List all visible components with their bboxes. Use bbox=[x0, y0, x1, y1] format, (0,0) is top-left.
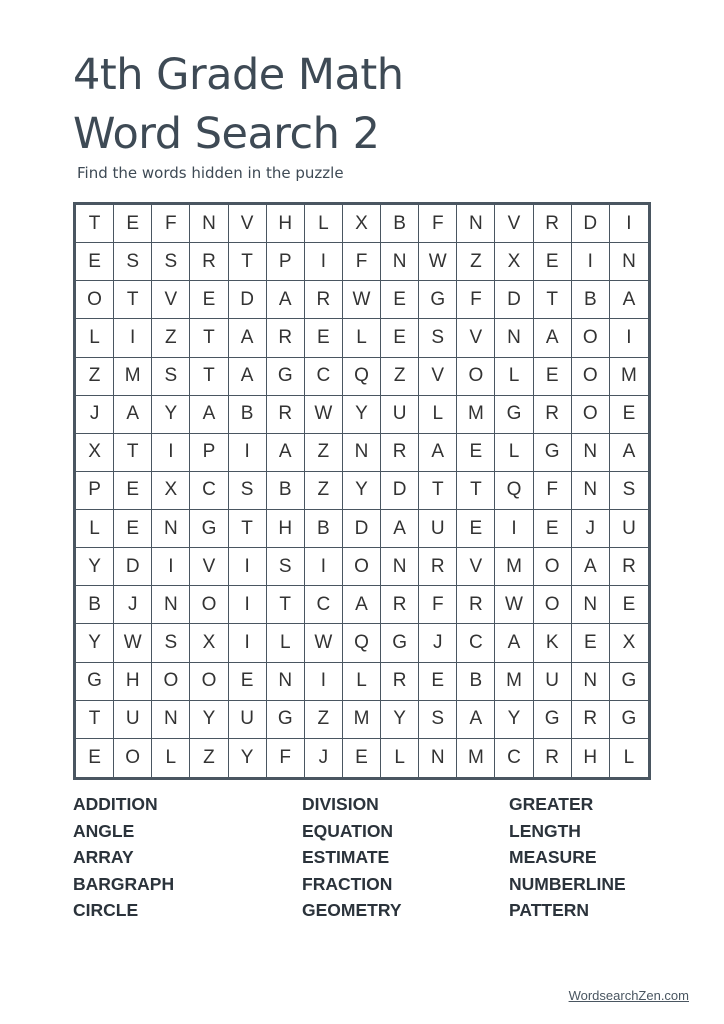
grid-cell: W bbox=[305, 624, 343, 662]
word-list-item: GREATER bbox=[509, 794, 594, 814]
grid-cell: N bbox=[457, 205, 495, 243]
grid-cell: O bbox=[534, 586, 572, 624]
word-list-item: DIVISION bbox=[302, 794, 379, 814]
grid-cell: Z bbox=[381, 358, 419, 396]
word-list-item: CIRCLE bbox=[73, 900, 139, 920]
word-list-item: NUMBERLINE bbox=[509, 873, 626, 894]
grid-cell: D bbox=[572, 205, 610, 243]
grid-cell: U bbox=[419, 510, 457, 548]
grid-cell: D bbox=[381, 472, 419, 510]
word-search-grid bbox=[73, 202, 651, 780]
grid-cell: S bbox=[152, 358, 190, 396]
grid-cell: T bbox=[534, 281, 572, 319]
grid-cell: G bbox=[76, 663, 114, 701]
grid-cell: Z bbox=[152, 319, 190, 357]
grid-cell: L bbox=[152, 739, 190, 777]
grid-cell: A bbox=[381, 510, 419, 548]
grid-cell: O bbox=[190, 663, 228, 701]
grid-cell: D bbox=[343, 510, 381, 548]
grid-cell: Z bbox=[305, 472, 343, 510]
instructions-text: Find the words hidden in the puzzle bbox=[77, 164, 344, 182]
grid-cell: M bbox=[495, 663, 533, 701]
grid-cell: G bbox=[267, 701, 305, 739]
grid-cell: F bbox=[419, 586, 457, 624]
grid-cell: E bbox=[76, 739, 114, 777]
grid-cell: L bbox=[267, 624, 305, 662]
grid-cell: O bbox=[190, 586, 228, 624]
grid-cell: M bbox=[610, 358, 648, 396]
grid-cell: T bbox=[114, 281, 152, 319]
grid-cell: Y bbox=[152, 396, 190, 434]
grid-cell: B bbox=[457, 663, 495, 701]
grid-cell: G bbox=[381, 624, 419, 662]
grid-cell: Y bbox=[229, 739, 267, 777]
grid-cell: J bbox=[114, 586, 152, 624]
grid-cell: E bbox=[305, 319, 343, 357]
grid-cell: X bbox=[76, 434, 114, 472]
grid-cell: R bbox=[572, 701, 610, 739]
grid-cell: V bbox=[229, 205, 267, 243]
grid-cell: V bbox=[457, 319, 495, 357]
grid-cell: U bbox=[114, 701, 152, 739]
grid-cell: I bbox=[152, 548, 190, 586]
grid-cell: C bbox=[305, 358, 343, 396]
grid-cell: Y bbox=[76, 548, 114, 586]
grid-cell: G bbox=[495, 396, 533, 434]
grid-cell: Z bbox=[190, 739, 228, 777]
grid-cell: U bbox=[610, 510, 648, 548]
grid-cell: A bbox=[229, 319, 267, 357]
grid-cell: B bbox=[267, 472, 305, 510]
grid-cell: V bbox=[190, 548, 228, 586]
grid-cell: S bbox=[419, 701, 457, 739]
grid-cell: S bbox=[610, 472, 648, 510]
grid-cell: N bbox=[152, 586, 190, 624]
grid-cell: W bbox=[495, 586, 533, 624]
grid-cell: T bbox=[229, 243, 267, 281]
grid-cell: O bbox=[534, 548, 572, 586]
grid-cell: E bbox=[610, 586, 648, 624]
grid-cell: T bbox=[76, 701, 114, 739]
grid-cell: I bbox=[305, 663, 343, 701]
grid-cell: B bbox=[76, 586, 114, 624]
grid-cell: Z bbox=[76, 358, 114, 396]
grid-cell: F bbox=[152, 205, 190, 243]
grid-cell: A bbox=[610, 434, 648, 472]
grid-cell: J bbox=[572, 510, 610, 548]
grid-cell: L bbox=[76, 319, 114, 357]
word-list-item: ARRAY bbox=[73, 847, 134, 867]
grid-cell: E bbox=[381, 319, 419, 357]
grid-cell: B bbox=[305, 510, 343, 548]
grid-cell: L bbox=[495, 358, 533, 396]
grid-cell: Y bbox=[381, 701, 419, 739]
grid-cell: B bbox=[572, 281, 610, 319]
grid-cell: E bbox=[610, 396, 648, 434]
grid-cell: P bbox=[267, 243, 305, 281]
grid-cell: B bbox=[381, 205, 419, 243]
grid-cell: Z bbox=[457, 243, 495, 281]
grid-cell: N bbox=[610, 243, 648, 281]
title-line-1: 4th Grade Math bbox=[73, 50, 404, 100]
grid-cell: O bbox=[343, 548, 381, 586]
grid-cell: C bbox=[495, 739, 533, 777]
grid-cell: T bbox=[229, 510, 267, 548]
grid-cell: E bbox=[114, 472, 152, 510]
grid-cell: Q bbox=[343, 624, 381, 662]
grid-cell: R bbox=[381, 434, 419, 472]
grid-cell: I bbox=[229, 548, 267, 586]
grid-cell: Y bbox=[190, 701, 228, 739]
grid-cell: R bbox=[305, 281, 343, 319]
grid-cell: N bbox=[381, 548, 419, 586]
word-list-item: BARGRAPH bbox=[73, 873, 175, 894]
grid-cell: N bbox=[152, 510, 190, 548]
grid-cell: V bbox=[152, 281, 190, 319]
grid-cell: O bbox=[457, 358, 495, 396]
grid-cell: R bbox=[190, 243, 228, 281]
grid-cell: N bbox=[381, 243, 419, 281]
word-list bbox=[73, 794, 653, 921]
grid-cell: R bbox=[267, 319, 305, 357]
grid-cell: G bbox=[534, 701, 572, 739]
word-list-item: ANGLE bbox=[73, 820, 135, 841]
grid-cell: E bbox=[419, 663, 457, 701]
grid-cell: L bbox=[623, 746, 635, 768]
grid-cell: L bbox=[343, 663, 381, 701]
grid-cell: I bbox=[572, 243, 610, 281]
grid-cell: R bbox=[534, 396, 572, 434]
grid-cell: M bbox=[114, 358, 152, 396]
grid-cell: N bbox=[572, 434, 610, 472]
grid-cell: U bbox=[229, 701, 267, 739]
grid-cell: I bbox=[229, 586, 267, 624]
grid-cell: S bbox=[267, 548, 305, 586]
word-list-item: FRACTION bbox=[302, 873, 393, 894]
grid-cell: I bbox=[495, 510, 533, 548]
grid-cell: D bbox=[114, 548, 152, 586]
grid-cell: V bbox=[419, 358, 457, 396]
grid-cell: V bbox=[457, 548, 495, 586]
grid-cell: P bbox=[190, 434, 228, 472]
grid-cell: R bbox=[381, 663, 419, 701]
grid-cell: X bbox=[343, 205, 381, 243]
word-list-item: ADDITION bbox=[73, 794, 158, 814]
grid-cell: M bbox=[457, 396, 495, 434]
grid-cell: E bbox=[229, 663, 267, 701]
grid-cell: N bbox=[572, 586, 610, 624]
grid-cell: I bbox=[305, 548, 343, 586]
grid-cell: Y bbox=[495, 701, 533, 739]
grid-cell: J bbox=[76, 396, 114, 434]
grid-cell: U bbox=[381, 396, 419, 434]
grid-cell: F bbox=[419, 205, 457, 243]
word-list-item: EQUATION bbox=[302, 820, 394, 841]
site-link[interactable]: WordsearchZen.com bbox=[568, 988, 689, 1003]
grid-cell: H bbox=[267, 510, 305, 548]
grid-cell: W bbox=[419, 243, 457, 281]
grid-cell: R bbox=[534, 205, 572, 243]
grid-cell: L bbox=[381, 739, 419, 777]
grid-cell: H bbox=[114, 663, 152, 701]
grid-cell: E bbox=[457, 434, 495, 472]
grid-cell: G bbox=[610, 701, 648, 739]
grid-cell: D bbox=[229, 281, 267, 319]
grid-cell: C bbox=[305, 586, 343, 624]
grid-cell: E bbox=[114, 205, 152, 243]
grid-cell: M bbox=[495, 548, 533, 586]
grid-cell: E bbox=[534, 358, 572, 396]
grid-cell: F bbox=[343, 243, 381, 281]
word-list-item: LENGTH bbox=[509, 820, 581, 841]
grid-cell: D bbox=[495, 281, 533, 319]
grid-cell: L bbox=[76, 510, 114, 548]
title-line-2: Word Search 2 bbox=[73, 109, 380, 159]
grid-cell: M bbox=[457, 739, 495, 777]
grid-cell: E bbox=[534, 510, 572, 548]
grid-cell: M bbox=[343, 701, 381, 739]
grid-cell: A bbox=[114, 396, 152, 434]
grid-cell: G bbox=[190, 510, 228, 548]
grid-cell: R bbox=[381, 586, 419, 624]
word-list-item: ESTIMATE bbox=[302, 847, 390, 867]
grid-cell: O bbox=[572, 358, 610, 396]
grid-cell: P bbox=[76, 472, 114, 510]
grid-cell: Q bbox=[495, 472, 533, 510]
grid-cell: L bbox=[305, 205, 343, 243]
grid-cell: L bbox=[419, 396, 457, 434]
grid-cell: T bbox=[419, 472, 457, 510]
grid-cell: E bbox=[381, 281, 419, 319]
grid-cell: S bbox=[152, 243, 190, 281]
grid-cell: X bbox=[495, 243, 533, 281]
grid-cell: W bbox=[343, 281, 381, 319]
grid-cell: G bbox=[610, 663, 648, 701]
grid-cell: S bbox=[229, 472, 267, 510]
grid-cell: A bbox=[229, 358, 267, 396]
grid-cell: Z bbox=[305, 434, 343, 472]
grid-cell: Q bbox=[343, 358, 381, 396]
grid-cell: T bbox=[457, 472, 495, 510]
grid-cell: I bbox=[229, 624, 267, 662]
grid-cell: X bbox=[152, 472, 190, 510]
grid-cell: G bbox=[534, 434, 572, 472]
word-list-item: MEASURE bbox=[509, 847, 597, 867]
grid-cell: I bbox=[610, 319, 648, 357]
grid-cell: H bbox=[267, 205, 305, 243]
grid-cell: O bbox=[572, 319, 610, 357]
grid-cell: A bbox=[495, 624, 533, 662]
grid-cell: E bbox=[343, 739, 381, 777]
grid-cell: U bbox=[534, 663, 572, 701]
grid-cell: A bbox=[572, 548, 610, 586]
grid-cell: O bbox=[152, 663, 190, 701]
grid-cell: A bbox=[267, 281, 305, 319]
grid-cell: N bbox=[419, 739, 457, 777]
grid-cell: N bbox=[152, 701, 190, 739]
grid-cell: Y bbox=[76, 624, 114, 662]
grid-cell: K bbox=[534, 624, 572, 662]
grid-cell: O bbox=[76, 281, 114, 319]
grid-cell: E bbox=[457, 510, 495, 548]
grid-cell: J bbox=[419, 624, 457, 662]
grid-cell: T bbox=[114, 434, 152, 472]
grid-cell: G bbox=[267, 358, 305, 396]
grid-cell: C bbox=[190, 472, 228, 510]
grid-cell: A bbox=[610, 281, 648, 319]
grid-cell: E bbox=[534, 243, 572, 281]
grid-cell: R bbox=[610, 548, 648, 586]
grid-cell: N bbox=[190, 205, 228, 243]
page-title bbox=[73, 46, 403, 164]
grid-cell: G bbox=[419, 281, 457, 319]
grid-cell: H bbox=[572, 739, 610, 777]
grid-cell: J bbox=[305, 739, 343, 777]
grid-cell: A bbox=[343, 586, 381, 624]
grid-cell: Z bbox=[305, 701, 343, 739]
grid-cell: N bbox=[343, 434, 381, 472]
grid-cell: S bbox=[152, 624, 190, 662]
grid-cell: I bbox=[305, 243, 343, 281]
grid-cell: R bbox=[419, 548, 457, 586]
grid-cell: X bbox=[190, 624, 228, 662]
grid-cell: O bbox=[114, 739, 152, 777]
grid-cell: T bbox=[267, 586, 305, 624]
grid-cell: E bbox=[76, 243, 114, 281]
grid-cell: S bbox=[114, 243, 152, 281]
grid-cell: A bbox=[419, 434, 457, 472]
grid-cell: T bbox=[190, 319, 228, 357]
grid-cell: N bbox=[267, 663, 305, 701]
word-list-item: PATTERN bbox=[509, 900, 590, 920]
word-list-item: GEOMETRY bbox=[302, 900, 402, 920]
grid-cell: R bbox=[267, 396, 305, 434]
grid-cell: F bbox=[267, 739, 305, 777]
grid-cell: Y bbox=[343, 396, 381, 434]
grid-cell: O bbox=[572, 396, 610, 434]
grid-cell: T bbox=[190, 358, 228, 396]
grid-cell: V bbox=[495, 205, 533, 243]
grid-cell: C bbox=[457, 624, 495, 662]
grid-cell: I bbox=[152, 434, 190, 472]
grid-cell: N bbox=[572, 472, 610, 510]
grid-cell: R bbox=[534, 739, 572, 777]
grid-cell: N bbox=[495, 319, 533, 357]
grid-cell: X bbox=[610, 624, 648, 662]
grid-cell: I bbox=[114, 319, 152, 357]
grid-cell: A bbox=[457, 701, 495, 739]
grid-cell: R bbox=[457, 586, 495, 624]
grid-cell: L bbox=[495, 434, 533, 472]
grid-cell: B bbox=[229, 396, 267, 434]
grid-cell: A bbox=[267, 434, 305, 472]
grid-cell: A bbox=[534, 319, 572, 357]
grid-cell: F bbox=[457, 281, 495, 319]
grid-cell: A bbox=[190, 396, 228, 434]
grid-cell: I bbox=[610, 205, 648, 243]
grid-cell: W bbox=[305, 396, 343, 434]
grid-cell: F bbox=[534, 472, 572, 510]
grid-cell: W bbox=[114, 624, 152, 662]
grid-cell: L bbox=[343, 319, 381, 357]
grid-cell: Y bbox=[343, 472, 381, 510]
grid-cell: E bbox=[190, 281, 228, 319]
grid-cell: I bbox=[229, 434, 267, 472]
grid-cell: N bbox=[572, 663, 610, 701]
grid-cell: T bbox=[76, 205, 114, 243]
grid-cell: E bbox=[572, 624, 610, 662]
grid-cell: E bbox=[114, 510, 152, 548]
grid-cell: S bbox=[419, 319, 457, 357]
